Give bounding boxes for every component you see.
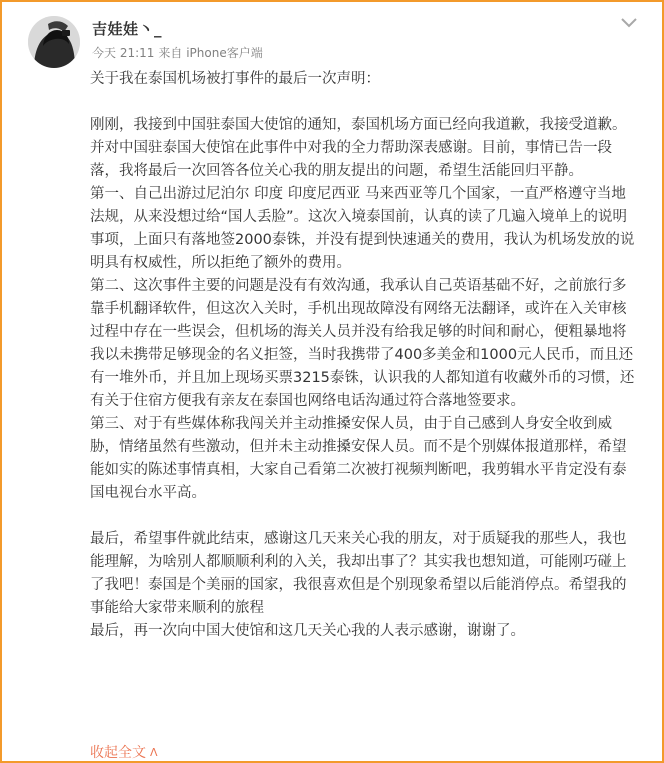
- post-paragraph: 刚刚，我接到中国驻泰国大使馆的通知，泰国机场方面已经向我道歉，我接受道歉。并对中国驻泰国大使馆在此事件中对我的全力帮助深表感谢。目前，事情已告一段落，我将最后一次回答各位关心我的朋友提出的问题，希望生活能回归平静。: [90, 117, 627, 179]
- avatar-image: [28, 16, 80, 68]
- post-paragraph: 第三、对于有些媒体称我闯关并主动推搡安保人员，由于自己感到人身安全收到威胁，情绪虽然有些激动，但并未主动推搡安保人员。而不是个别媒体报道那样，希望能如实的陈述事情真相，大家自己看第二次被打视频判断吧，我剪辑水平肯定没有泰国电视台水平高。: [90, 416, 627, 501]
- post-paragraph: 第一、自己出游过尼泊尔 印度 印度尼西亚 马来西亚等几个国家，一直严格遵守当地法规，从来没想过给“国人丢脸”。这次入境泰国前，认真的读了几遍入境单上的说明事项，上面只有落地签2000泰铢，并没有提到快速通关的费用，我认为机场发放的说明具有权威性，所以拒绝了额外的费用。: [90, 186, 635, 271]
- username[interactable]: 吉娃娃丶_: [92, 20, 163, 38]
- chevron-up-icon: ᐱ: [150, 746, 158, 759]
- post-paragraph: 最后，希望事件就此结束，感谢这几天来关心我的朋友，对于质疑我的那些人，我也能理解，为啥别人都顺顺利利的入关，我却出事了？其实我也想知道，可能刚巧碰上了我吧！泰国是个美丽的国家，我很喜欢但是个别现象希望以后能消停点。希望我的事能给大家带来顺利的旅程: [90, 531, 627, 616]
- post-text: [90, 68, 640, 643]
- post-paragraph: 最后，再一次向中国大使馆和这几天关心我的人表示感谢，谢谢了。: [90, 623, 525, 639]
- paragraph-spacer: [90, 91, 640, 114]
- collapse-label: 收起全文: [90, 745, 146, 761]
- post-meta: [92, 44, 263, 61]
- paragraph-spacer: [90, 505, 640, 528]
- chevron-down-icon[interactable]: [620, 15, 638, 29]
- user-avatar[interactable]: [28, 16, 80, 68]
- chevron-down-glyph: [620, 16, 638, 30]
- post-source: 来自 iPhone客户端: [158, 46, 263, 60]
- post-paragraph: 关于我在泰国机场被打事件的最后一次声明：: [90, 71, 380, 87]
- post-time[interactable]: 今天 21:11: [92, 46, 155, 60]
- collapse-full-text-link[interactable]: [90, 742, 158, 762]
- post-paragraph: 第二、这次事件主要的问题是没有有效沟通，我承认自己英语基础不好，之前旅行多靠手机翻译软件，但这次入关时，手机出现故障没有网络无法翻译，或许在入关审核过程中存在一些误会，但机场的海关人员并没有给我足够的时间和耐心，便粗暴地将我以未携带足够现金的名义拒签，当时我携带了400多美金和1000元人民币，而且还有一堆外币，并且加上现场买票3215泰铢，认识我的人都知道有收藏外币的习惯，还有关于住宿方便我有亲友在泰国也网络电话沟通过符合落地签要求。: [90, 278, 635, 409]
